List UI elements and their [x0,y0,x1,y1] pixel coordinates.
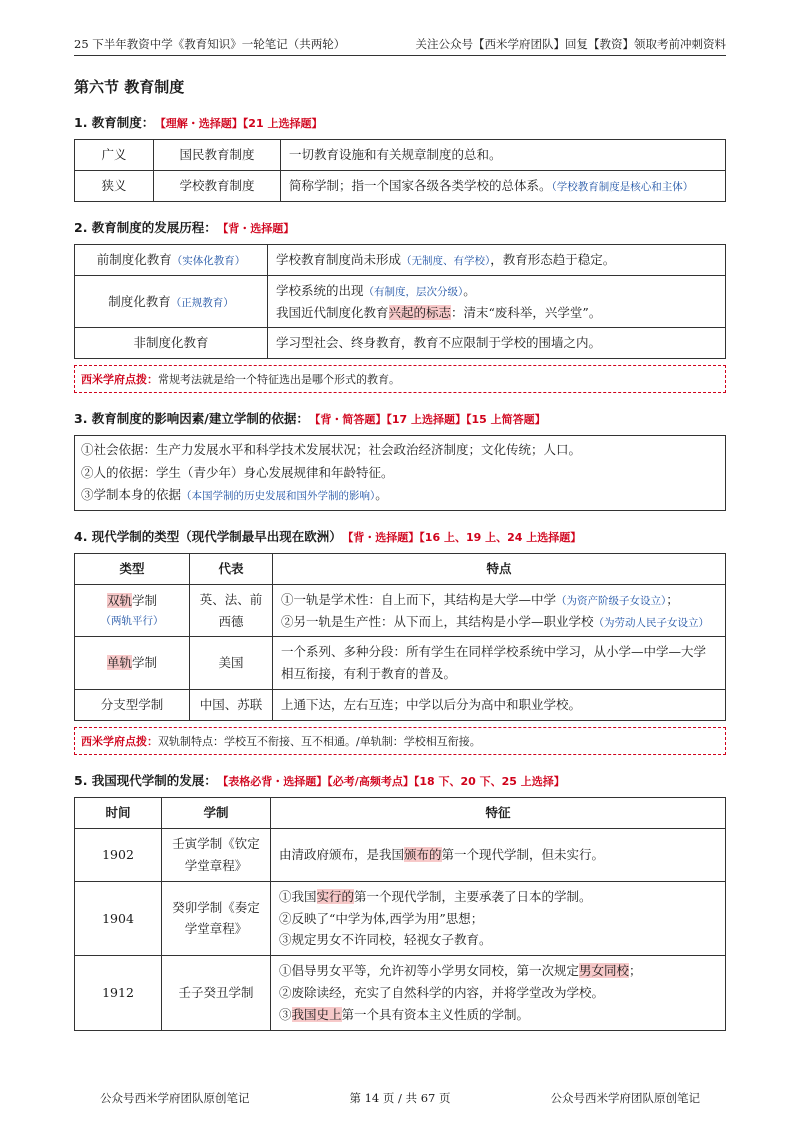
cell-text: 第一个现代学制，主要承袭了日本的学制。 [354,888,592,904]
cell-note: （实体化教育） [171,254,246,267]
table-row [75,828,726,881]
footer-page-number: 第 14 页 / 共 67 页 [349,1091,451,1105]
cell-text: ①我国 [279,888,317,904]
section-title: 第六节 教育制度 [74,78,185,96]
cell: 壬子癸丑学制 [162,956,271,1031]
s5-heading [74,771,726,789]
s3-box [74,435,726,511]
cell-note: （本国学制的历史发展和国外学制的影响） [181,490,376,503]
s4-heading [74,527,726,545]
table-row [75,881,726,956]
table-row [75,584,726,637]
cell: 美国 [190,637,273,690]
cell-line: ②反映了“中学为体,西学为用”思想； [279,910,484,926]
cell: 狭义 [75,170,154,201]
cell-note: （有制度，层次分级） [363,285,464,298]
cell-text: 制度化教育 [108,293,171,309]
cell-text: ②另一轨是生产性：从下而上，其结构是小学—职业学校 [281,613,594,629]
table-header-row [75,798,726,829]
cell-line [281,589,717,611]
cell [271,828,726,881]
cell: 分支型学制 [75,690,190,721]
s1-tag: 【理解・选择题】【21 上选择题】 [160,117,323,130]
s5-heading-text: 5. 我国现代学制的发展： [74,773,217,788]
page-footer [100,1090,700,1106]
cell: 上通下达，左右互连；中学以后分为高中和职业学校。 [273,690,726,721]
cell-text: 第一个现代学制，但未实行。 [441,846,605,862]
s1-table [74,139,726,202]
s3-heading [74,409,726,427]
highlight: 男女同校 [579,963,630,979]
s2-tip [74,365,726,393]
s3-line-2: ②人的依据：学生（青少年）身心发展规律和年龄特征。 [81,464,394,480]
s5-table [74,797,726,1031]
cell-line [281,611,717,633]
cell-text: 一切教育设施和有关规章制度的总和。 [289,147,502,162]
cell-text: 学制 [132,593,158,609]
table-row [75,637,726,690]
col-header: 时间 [75,798,162,829]
s4-heading-text: 4. 现代学制的类型（现代学制最早出现在欧洲） [74,528,342,544]
cell-text: 。 [375,487,388,503]
cell-note: （无制度、有学校） [401,254,491,267]
highlight: 双轨 [106,593,132,609]
table-row [75,275,726,328]
s4-tag: 【背・选择题】【16 上、19 上、24 上选择题】 [347,530,582,544]
cell [75,244,268,275]
cell: 非制度化教育 [75,328,268,359]
cell-text: 第一个具有资本主义性质的学制。 [341,1007,530,1022]
cell-line [83,590,181,612]
cell: 国民教育制度 [154,140,281,171]
cell-line [279,1004,717,1026]
col-header: 特征 [271,798,726,829]
cell-text: ①一轨是学术性：自上而下，其结构是大学—中学 [281,591,557,607]
cell-text: ③学制本身的依据 [81,487,182,503]
cell-text: ③ [279,1007,292,1022]
cell: 1904 [75,881,162,956]
s1-heading-text: 1. 教育制度： [74,115,155,130]
cell: 广义 [75,140,154,171]
cell [268,244,726,275]
highlight: 单轨 [106,655,132,671]
cell [271,956,726,1031]
cell-text: ，教育形态趋于稳定。 [490,251,616,267]
cell [281,170,726,201]
cell [271,881,726,956]
footer-right: 公众号西米学府团队原创笔记 [550,1091,700,1105]
page-header [74,36,726,56]
page [74,36,726,1031]
cell [75,275,268,328]
cell-text: ； [666,591,679,607]
cell-line [279,960,717,982]
s4-tip [74,727,726,755]
tip-label: 西米学府点拨： [81,373,158,387]
table-row [75,328,726,359]
table-row [75,956,726,1031]
col-header: 代表 [190,553,273,584]
cell-line: ③规定男女不许同校，轻视女子教育。 [279,932,492,948]
cell-text: 学制 [132,655,158,671]
tip-text: 双轨制特点：学校互不衔接、互不相通。/单轨制：学校相互衔接。 [158,735,481,748]
cell: 学校教育制度 [154,170,281,201]
cell-line [279,886,717,908]
table-row [75,170,726,201]
s2-heading [74,218,726,236]
s2-heading-text: 2. 教育制度的发展历程： [74,219,217,235]
cell: 1912 [75,956,162,1031]
cell-note: （两轨平行） [100,615,164,628]
cell-text: ； [629,963,642,979]
cell-note: （为劳动人民子女设立） [593,616,710,629]
highlight: 我国史上 [291,1007,342,1022]
footer-left: 公众号西米学府团队原创笔记 [100,1091,250,1105]
col-header: 特点 [273,553,726,584]
s1-heading [74,113,726,131]
s2-table [74,244,726,360]
cell: 英、法、前西德 [190,584,273,637]
cell: 学习型社会、终身教育，教育不应限制于学校的围墙之内。 [268,328,726,359]
cell [75,637,190,690]
cell: 癸卯学制《奏定学堂章程》 [162,881,271,956]
cell: 中国、苏联 [190,690,273,721]
cell-text: 学校教育制度尚未形成 [276,251,402,267]
s5-tag: 【表格必背・选择题】【必考/高频考点】【18 下、20 下、25 上选择】 [222,775,565,788]
cell: 一个系列、多种分段：所有学生在同样学校系统中学习，从小学—中学—大学相互衔接，有利于教育的普及。 [273,637,726,690]
cell-text: ①倡导男女平等，允许初等小学男女同校，第一次规定 [279,963,580,979]
tip-label: 西米学府点拨： [81,735,158,748]
cell-line: ②废除读经，充实了自然科学的内容，并将学堂改为学校。 [279,985,605,1001]
tip-text: 常规考法就是给一个特征选出是哪个形式的教育。 [158,373,400,387]
header-left: 25 下半年教资中学《教育知识》一轮笔记（共两轮） [74,37,346,51]
cell: 壬寅学制《钦定学堂章程》 [162,828,271,881]
s3-line-1: ①社会依据：生产力发展水平和科学技术发展状况；社会政治经济制度；文化传统；人口。 [81,442,582,458]
cell-note: （学校教育制度是核心和主体） [551,180,694,193]
table-row [75,690,726,721]
cell-line [276,302,717,324]
cell-note: （正规教育） [170,296,234,309]
cell-text: 学校系统的出现 [276,282,364,298]
cell [281,140,726,171]
table-row [75,140,726,171]
col-header: 类型 [75,553,190,584]
cell: 1902 [75,828,162,881]
highlight: 实行的 [316,888,355,904]
cell [268,275,726,328]
col-header: 学制 [162,798,271,829]
cell-text: 我国近代制度化教育 [276,304,389,320]
cell-text: 前制度化教育 [96,251,172,267]
header-right: 关注公众号【西米学府团队】回复【教资】领取考前冲刺资料 [415,37,726,51]
highlight: 兴起的标志 [388,304,452,320]
table-row [75,244,726,275]
cell [75,584,190,637]
cell-text: 简称学制；指一个国家各级各类学校的总体系。 [289,177,552,193]
cell-text: ：清末“废科举，兴学堂”。 [451,304,602,320]
s3-heading-text: 3. 教育制度的影响因素/建立学制的依据： [74,411,309,427]
s3-line-3 [81,484,719,507]
cell-text: 由清政府颁布，是我国 [279,846,405,862]
table-header-row [75,553,726,584]
cell [273,584,726,637]
s4-table [74,553,726,721]
cell-text: 。 [463,282,476,298]
highlight: 颁布的 [404,846,442,862]
s3-tag: 【背・简答题】【17 上选择题】【15 上简答题】 [314,413,546,427]
s2-tag: 【背・选择题】 [222,221,295,235]
cell-note: （为资产阶级子女设立） [556,594,667,607]
cell-line [276,280,717,302]
